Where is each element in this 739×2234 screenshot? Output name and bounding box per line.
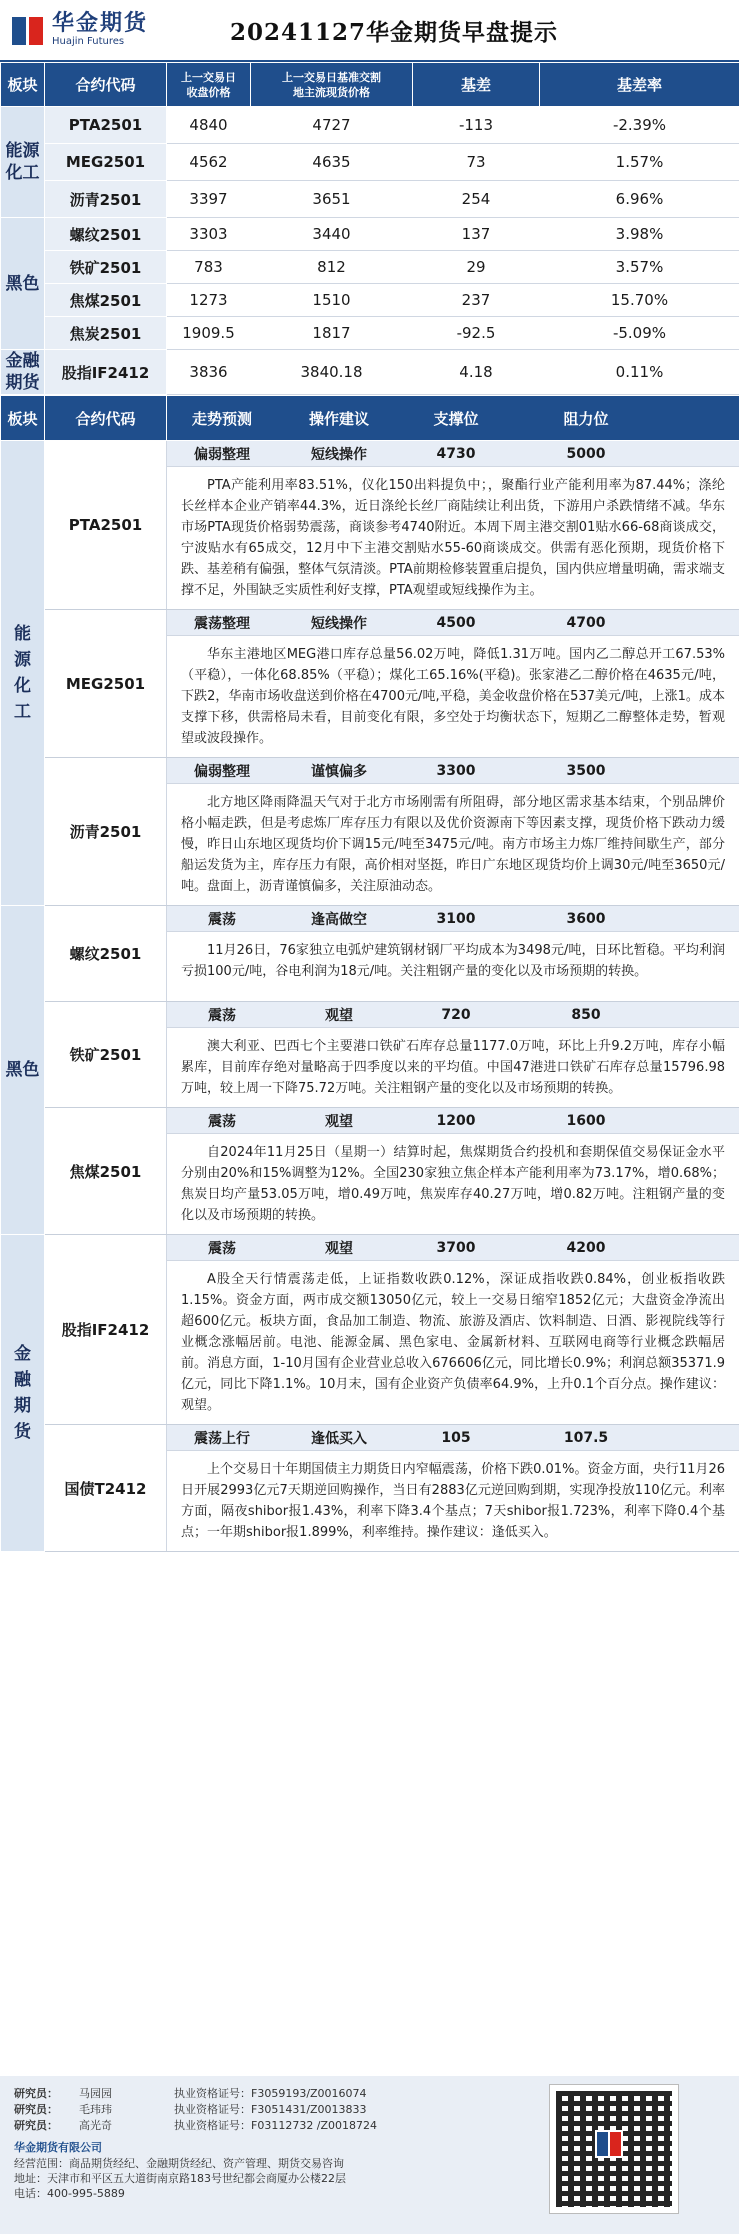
forecast-row bbox=[1, 1108, 739, 1235]
header-basis: 基差 bbox=[413, 63, 540, 107]
close-price: 4562 bbox=[167, 144, 251, 181]
basis: 29 bbox=[413, 251, 540, 284]
support-level: 3700 bbox=[436, 1239, 476, 1256]
close-price: 783 bbox=[167, 251, 251, 284]
forecast-summary bbox=[167, 1108, 739, 1134]
header bbox=[0, 0, 739, 62]
analysis-text: A股全天行情震荡走低，上证指数收跌0.12%，深证成指收跌0.84%，创业板指收跌1.15%。资金方面，两市成交额13050亿元，较上一交易日缩窄1852亿元；大盘资金净流出超600亿元。板块方面，食品加工制造、物流、旅游及酒店、饮料制造、日酒、影视院线等行业概念涨幅居前。电池、能源金属、黑色家电、金属新材料、互联网电商等行业概念跌幅居前。消息方面，1-10月国有企业营业总收入676606亿元，同比增长0.9%；利润总额35371.9亿元，同比下降1.1%。10月末，国有企业资产负债率64.9%，上升0.1个百分点。操作建议：观望。 bbox=[181, 1272, 725, 1413]
table-row bbox=[1, 251, 739, 284]
contract-code: 沥青2501 bbox=[45, 758, 167, 906]
trend-forecast: 偏弱整理 bbox=[194, 763, 250, 780]
forecast-table bbox=[0, 395, 739, 1552]
header-code-2: 合约代码 bbox=[45, 396, 167, 441]
analysis-text: 上个交易日十年期国债主力期货日内窄幅震荡，价格下跌0.01%。资金方面，央行11月26日开展2993亿元7天期逆回购操作，当日有2883亿元逆回购到期，实现净投放110亿元。利率方面，隔夜shibor报1.43%，利率下降3.4个基点；7天shibor报1.723%，利率下降0.4个基点；一年期shibor报1.899%，利率维持。操作建议：逢低买入。 bbox=[181, 1462, 725, 1540]
table-row bbox=[1, 350, 739, 395]
trend-forecast: 偏弱整理 bbox=[194, 446, 250, 463]
support-level: 105 bbox=[441, 1429, 471, 1446]
researcher-name: 毛玮玮 bbox=[79, 2103, 112, 2116]
header-support: 支撑位 bbox=[433, 409, 479, 428]
basis: -113 bbox=[413, 107, 540, 144]
forecast-row bbox=[1, 1235, 739, 1425]
basis: 137 bbox=[413, 218, 540, 251]
qr-code[interactable] bbox=[549, 2084, 679, 2214]
header-sector-2: 板块 bbox=[1, 396, 45, 441]
forecast-summary bbox=[167, 610, 739, 636]
header-trend: 走势预测 bbox=[191, 409, 252, 428]
header-resistance: 阻力位 bbox=[563, 409, 609, 428]
resistance-level: 3500 bbox=[566, 762, 606, 779]
basis: 237 bbox=[413, 284, 540, 317]
table-row bbox=[1, 218, 739, 251]
close-price: 1909.5 bbox=[167, 317, 251, 350]
spot-price: 3651 bbox=[251, 181, 413, 218]
close-price: 1273 bbox=[167, 284, 251, 317]
analysis-text: 11月26日，76家独立电弧炉建筑钢材钢厂平均成本为3498元/吨，日环比暂稳。平均利润亏损100元/吨，谷电利润为18元/吨。关注粗钢产量的变化以及市场预期的转换。 bbox=[181, 943, 725, 979]
operation-advice: 逢低买入 bbox=[311, 1430, 367, 1447]
page-title: 20241127华金期货早盘提示 bbox=[230, 18, 559, 46]
contract-code: 焦炭2501 bbox=[45, 317, 167, 350]
forecast-row bbox=[1, 906, 739, 1002]
contract-code: MEG2501 bbox=[45, 610, 167, 758]
forecast-summary bbox=[167, 1425, 739, 1451]
analysis-text: 华东主港地区MEG港口库存总量56.02万吨，降低1.31万吨。国内乙二醇总开工67.53%（平稳），一体化68.85%（平稳）；煤化工65.16%(平稳)。张家港乙二醇价格在4635元/吨，下跌2，华南市场收盘送到价格在4700元/吨,平稳，美金收盘价格在537美元/吨，上涨1。成本支撑下移，供需格局未看，目前变化有限，多空处于均衡状态下，短期乙二醇整体走势，暂观望或波段操作。 bbox=[181, 647, 725, 746]
close-price: 3303 bbox=[167, 218, 251, 251]
contract-code: 国债T2412 bbox=[45, 1425, 167, 1552]
support-level: 3100 bbox=[436, 910, 476, 927]
basis-rate: -5.09% bbox=[540, 317, 739, 350]
sector-cell: 金 融 期 货 bbox=[1, 1235, 45, 1552]
logo bbox=[0, 12, 230, 48]
operation-advice: 观望 bbox=[325, 1240, 353, 1257]
operation-advice: 逢高做空 bbox=[311, 911, 367, 928]
contract-code: 铁矿2501 bbox=[45, 1002, 167, 1108]
basis: 73 bbox=[413, 144, 540, 181]
spot-price: 812 bbox=[251, 251, 413, 284]
analysis-text: PTA产能利用率83.51%，仪化150出料提负中；，聚酯行业产能利用率为87.44%；涤纶长丝样本企业产销率44.3%，近日涤纶长丝厂商陆续让利出货，下游用户杀跌情绪不减。华东市场PTA现货价格弱势震荡，商谈参考4740附近。本周下周主港交割01贴水66-68商谈成交，宁波贴水有65成交，12月中下主港交割贴水55-60商谈成交。供需有恶化预期，现货价格下跌、基差稍有偏强，整体气氛清淡。PTA前期检修装置重启提负，国内供应增量明确，需求端支撑不足，外围缺乏实质性利好支撑，PTA观望或短线操作为主。 bbox=[181, 478, 726, 598]
sector-cell: 能源 化工 bbox=[1, 107, 45, 218]
sector-cell: 金融 期货 bbox=[1, 350, 45, 395]
support-level: 4730 bbox=[436, 445, 476, 462]
spot-price: 3840.18 bbox=[251, 350, 413, 395]
table-row bbox=[1, 181, 739, 218]
company-phone: 电话：400-995-5889 bbox=[14, 2187, 125, 2200]
header-spot-price: 上一交易日基准交割 地主流现货价格 bbox=[251, 63, 413, 107]
resistance-level: 850 bbox=[571, 1006, 601, 1023]
resistance-level: 4200 bbox=[566, 1239, 606, 1256]
trend-forecast: 震荡 bbox=[208, 911, 236, 928]
analysis-text: 澳大利亚、巴西七个主要港口铁矿石库存总量1177.0万吨，环比上升9.2万吨，库存小幅累库，目前库存绝对量略高于四季度以来的平均值。中国47港进口铁矿石库存总量15796.98万吨，较上周一下降75.72万吨。关注粗钢产量的变化以及市场预期的转换。 bbox=[181, 1039, 725, 1096]
contract-code: 股指IF2412 bbox=[45, 350, 167, 395]
resistance-level: 107.5 bbox=[563, 1429, 609, 1446]
basis-rate: 3.57% bbox=[540, 251, 739, 284]
close-price: 3397 bbox=[167, 181, 251, 218]
basis-rate: 0.11% bbox=[540, 350, 739, 395]
operation-advice: 谨慎偏多 bbox=[311, 763, 367, 780]
forecast-row bbox=[1, 610, 739, 758]
basis-rate: 3.98% bbox=[540, 218, 739, 251]
header-code: 合约代码 bbox=[45, 63, 167, 107]
operation-advice: 观望 bbox=[325, 1007, 353, 1024]
company-name: 华金期货有限公司 bbox=[14, 2141, 102, 2154]
forecast-row bbox=[1, 441, 739, 610]
sector-cell: 黑色 bbox=[1, 906, 45, 1235]
support-level: 3300 bbox=[436, 762, 476, 779]
company-address: 地址：天津市和平区五大道街南京路183号世纪都会商厦办公楼22层 bbox=[14, 2172, 346, 2185]
forecast-row bbox=[1, 1002, 739, 1108]
close-price: 3836 bbox=[167, 350, 251, 395]
table-row bbox=[1, 144, 739, 181]
forecast-row bbox=[1, 758, 739, 906]
forecast-table-header bbox=[1, 396, 739, 441]
forecast-summary bbox=[167, 906, 739, 932]
sector-cell: 黑色 bbox=[1, 218, 45, 350]
contract-code: 焦煤2501 bbox=[45, 1108, 167, 1235]
operation-advice: 短线操作 bbox=[311, 446, 367, 463]
logo-icon bbox=[12, 13, 46, 47]
spot-price: 3440 bbox=[251, 218, 413, 251]
brand-name-cn: 华金期货 bbox=[52, 11, 149, 36]
support-level: 1200 bbox=[436, 1112, 476, 1129]
researcher-name: 马园园 bbox=[79, 2087, 112, 2100]
resistance-level: 3600 bbox=[566, 910, 606, 927]
basis: -92.5 bbox=[413, 317, 540, 350]
trend-forecast: 震荡整理 bbox=[194, 615, 250, 632]
basis-rate: -2.39% bbox=[540, 107, 739, 144]
forecast-row bbox=[1, 1425, 739, 1552]
resistance-level: 4700 bbox=[566, 614, 606, 631]
contract-code: 铁矿2501 bbox=[45, 251, 167, 284]
contract-code: 螺纹2501 bbox=[45, 906, 167, 1002]
basis-table bbox=[0, 62, 739, 395]
resistance-level: 5000 bbox=[566, 445, 606, 462]
basis: 254 bbox=[413, 181, 540, 218]
footer bbox=[0, 2076, 739, 2234]
brand-name-en: Huajin Futures bbox=[52, 36, 125, 47]
forecast-summary bbox=[167, 1002, 739, 1028]
operation-advice: 观望 bbox=[325, 1113, 353, 1130]
basis-table-header bbox=[1, 63, 739, 107]
basis: 4.18 bbox=[413, 350, 540, 395]
table-row bbox=[1, 107, 739, 144]
spot-price: 1510 bbox=[251, 284, 413, 317]
researcher-label: 研究员： bbox=[14, 2087, 58, 2100]
contract-code: 股指IF2412 bbox=[45, 1235, 167, 1425]
qr-logo-icon bbox=[595, 2130, 623, 2158]
researcher-license: 执业资格证号：F03112732 /Z0018724 bbox=[174, 2119, 378, 2132]
basis-rate: 15.70% bbox=[540, 284, 739, 317]
header-sector: 板块 bbox=[1, 63, 45, 107]
researcher-license: 执业资格证号：F3059193/Z0016074 bbox=[174, 2087, 367, 2100]
contract-code: PTA2501 bbox=[45, 107, 167, 144]
researcher-license: 执业资格证号：F3051431/Z0013833 bbox=[174, 2103, 367, 2116]
analysis-text: 自2024年11月25日（星期一）结算时起，焦煤期货合约投机和套期保值交易保证金水平分别由20%和15%调整为12%。全国230家独立焦企样本产能利用率为73.17%，增0.68%；焦炭日均产量53.05万吨，增0.49万吨，焦炭库存40.27万吨，增0.82万吨。注粗钢产量的变化以及市场预期的转换。 bbox=[181, 1145, 725, 1223]
trend-forecast: 震荡 bbox=[208, 1113, 236, 1130]
forecast-summary bbox=[167, 758, 739, 784]
spot-price: 4727 bbox=[251, 107, 413, 144]
operation-advice: 短线操作 bbox=[311, 615, 367, 632]
researcher-name: 高光奇 bbox=[79, 2119, 112, 2132]
trend-forecast: 震荡 bbox=[208, 1007, 236, 1024]
header-basis-rate: 基差率 bbox=[540, 63, 739, 107]
spot-price: 1817 bbox=[251, 317, 413, 350]
analysis-text: 北方地区降雨降温天气对于北方市场刚需有所阻碍，部分地区需求基本结束，个别品牌价格小幅走跌，但是考虑炼厂库存压力有限以及优价资源南下等因素支撑，现货价格下跌动力缓慢，昨日山东地区现货均价下调15元/吨至3475元/吨。南方市场主力炼厂维持间歇生产，部分船运发货为主，库存压力有限，高价相对坚挺，昨日广东地区现货均价上调30元/吨至3650元/吨。盘面上，沥青谨慎偏多，关注原油动态。 bbox=[181, 795, 725, 894]
resistance-level: 1600 bbox=[566, 1112, 606, 1129]
researcher-label: 研究员： bbox=[14, 2103, 58, 2116]
basis-rate: 6.96% bbox=[540, 181, 739, 218]
contract-code: 焦煤2501 bbox=[45, 284, 167, 317]
support-level: 4500 bbox=[436, 614, 476, 631]
support-level: 720 bbox=[441, 1006, 471, 1023]
contract-code: MEG2501 bbox=[45, 144, 167, 181]
basis-rate: 1.57% bbox=[540, 144, 739, 181]
trend-forecast: 震荡上行 bbox=[194, 1430, 250, 1447]
contract-code: 螺纹2501 bbox=[45, 218, 167, 251]
spot-price: 4635 bbox=[251, 144, 413, 181]
researcher-label: 研究员： bbox=[14, 2119, 58, 2132]
close-price: 4840 bbox=[167, 107, 251, 144]
sector-cell: 能 源 化 工 bbox=[1, 441, 45, 906]
header-close-price: 上一交易日 收盘价格 bbox=[167, 63, 251, 107]
header-advice: 操作建议 bbox=[308, 409, 369, 428]
table-row bbox=[1, 284, 739, 317]
contract-code: PTA2501 bbox=[45, 441, 167, 610]
contract-code: 沥青2501 bbox=[45, 181, 167, 218]
business-scope: 经营范围：商品期货经纪、金融期货经纪、资产管理、期货交易咨询 bbox=[14, 2157, 344, 2170]
table-row bbox=[1, 317, 739, 350]
trend-forecast: 震荡 bbox=[208, 1240, 236, 1257]
forecast-summary bbox=[167, 1235, 739, 1261]
forecast-summary bbox=[167, 441, 739, 467]
